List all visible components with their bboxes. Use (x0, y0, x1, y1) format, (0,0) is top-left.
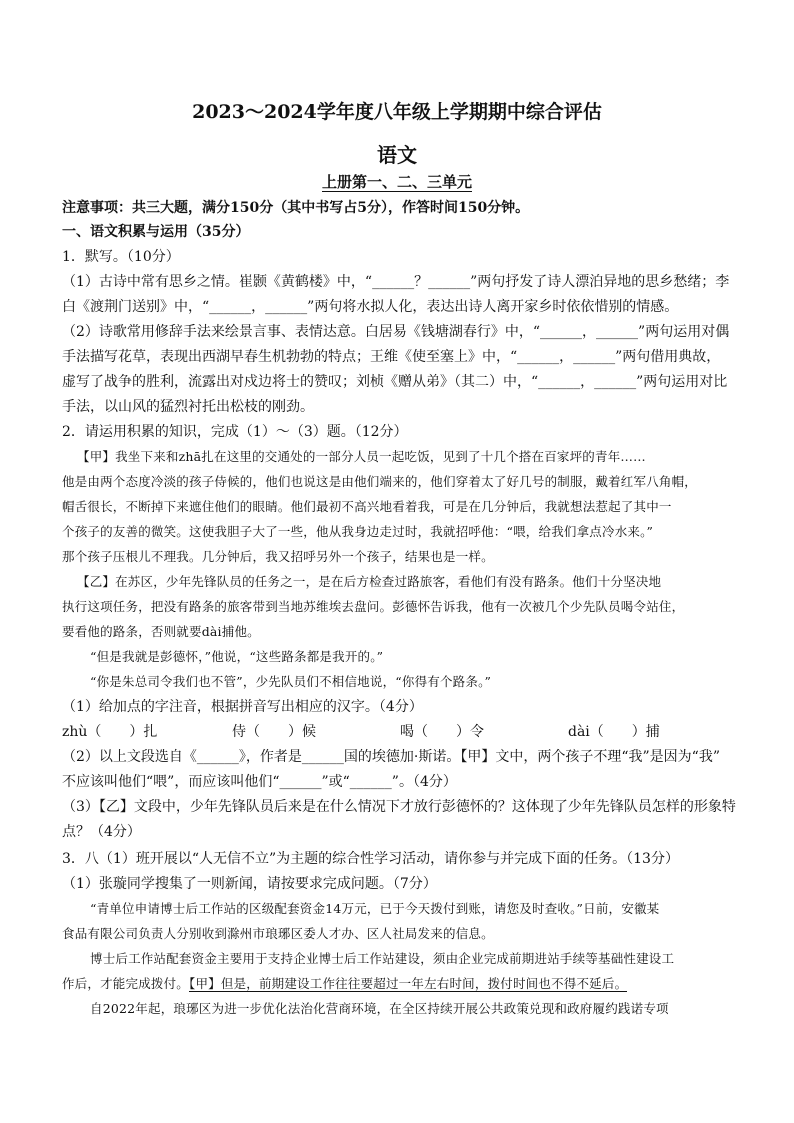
q2-sub3-line2: 点？（4分） (62, 824, 141, 840)
q3-label: 3．八（1）班开展以“人无信不立”为主题的综合性学习活动，请你参与并完成下面的任务。（13分） (62, 851, 679, 867)
q3-sub1: （1）张璇同学搜集了一则新闻，请按要求完成问题。（7分） (62, 876, 437, 892)
q3-news-line5: 自2022年起，琅琊区为进一步优化法治化营商环境，在全区持续开展公共政策兑现和政府履约践诺专项 (90, 1001, 669, 1016)
exam-scope-text: 上册第一、二、三单元 (321, 173, 472, 191)
pinyin-item-2: 侍（ ）候 (232, 724, 316, 740)
exam-notice: 注意事项：共三大题，满分150分（其中书写占5分），作答时间150分钟。 (62, 200, 530, 216)
q1-p2-line1: （2）诗歌常用修辞手法来绘景言事、表情达意。白居易《钱塘湖春行》中，“______，______”两句运用对偶 (62, 324, 730, 340)
q2-jia-line1: 【甲】我坐下来和zhā扎在这里的交通处的一部分人员一起吃饭，见到了十几个搭在百家坪的青年…… (77, 449, 646, 464)
q2-yi-line1: 【乙】在苏区，少年先锋队员的任务之一，是在后方检查过路旅客，看他们有没有路条。他们十分坚决地 (77, 574, 662, 589)
exam-title: 2023～2024学年度八年级上学期期中综合评估 (192, 101, 602, 123)
q2-jia-line2: 他是由两个态度冷淡的孩子侍候的，他们也说这是由他们端来的，他们穿着太了好几号的制服，戴着红军八角帽， (62, 474, 698, 489)
q1-p2-line4: 手法，以山风的猛烈衬托出松枝的刚劲。 (62, 399, 314, 415)
q2-sub2-line2: 不应该叫他们“喂”，而应该叫他们“______”或“______”。（4分） (62, 774, 457, 790)
section1-heading: 一、语文积累与运用（35分） (62, 224, 250, 240)
q3-news-line3: 博士后工作站配套资金主要用于支持企业博士后工作站建设，须由企业完成前期进站手续等基础性建设工 (90, 951, 675, 966)
q2-jia-line3: 帽舌很长，不断掉下来遮住他们的眼睛。他们最初不高兴地看着我，可是在几分钟后，我就想法惹起了其中一 (62, 499, 672, 514)
exam-scope (0, 171, 794, 192)
q1-label: 1．默写。（10分） (62, 249, 180, 265)
q1-p1-line1: （1）古诗中常有思乡之情。崔颢《黄鹤楼》中，“______？______”两句抒发了诗人漂泊异地的思乡愁绪；李 (62, 274, 730, 290)
q3-news-underlined-sentence: 【甲】但是，前期建设工作往往要超过一年左右时间，拨付时间也不得不延后。 (189, 976, 628, 991)
q2-yi-line3: 要看他的路条，否则就要dài捕他。 (62, 624, 260, 639)
q2-sub1: （1）给加点的字注音，根据拼音写出相应的汉字。（4分） (62, 699, 423, 715)
q1-p2-line3: 虚写了战争的胜利，流露出对戍边将士的赞叹；刘桢《赠从弟》（其二）中，“______，______”两句运用对比 (62, 374, 728, 390)
q3-news-line4 (62, 974, 742, 994)
pinyin-item-4: dài（ ）捕 (568, 724, 660, 740)
q3-news-line1: “青单位申请博士后工作站的区级配套资金14万元，已于今天拨付到账，请您及时查收。”日前，安徽某 (90, 901, 660, 916)
q3-news-line4-a: 作后，才能完成拨付。 (62, 976, 190, 991)
q1-p2-line2: 手法描写花草，表现出西湖早春生机勃勃的特点；王维《使至塞上》中，“______，______”两句借用典故， (62, 349, 721, 365)
q3-news-line2: 食品有限公司负责人分别收到滁州市琅琊区委人才办、区人社局发来的信息。 (62, 926, 494, 941)
pinyin-item-3: 喝（ ）令 (400, 724, 484, 740)
q2-yi-line5: “你是朱总司令我们也不管”，少先队员们不相信地说，“你得有个路条。” (90, 674, 492, 689)
q1-p1-line2: 白《渡荆门送别》中，“______，______”两句将水拟人化，表达出诗人离开家乡时依依惜别的情感。 (62, 299, 679, 315)
q2-sub2-line1: （2）以上文段选自《______》，作者是______国的埃德加·斯诺。【甲】文中，两个孩子不理“我”是因为“我” (62, 749, 720, 765)
q2-jia-line4: 个孩子的友善的微笑。这使我胆子大了一些，他从我身边走过时，我就招呼他：“喂，给我们拿点冷水来。” (62, 524, 654, 539)
subject-title: 语文 (377, 143, 417, 167)
q2-yi-line4: “但是我就是彭德怀，”他说，“这些路条都是我开的。” (90, 649, 384, 664)
q2-label: 2．请运用积累的知识，完成（1）～（3）题。（12分） (62, 424, 408, 440)
pinyin-item-1: zhù（ ）扎 (62, 724, 158, 740)
q2-yi-line2: 执行这项任务，把没有路条的旅客带到当地苏维埃去盘问。彭德怀告诉我，他有一次被几个少先队员喝令站住， (62, 599, 685, 614)
q2-sub3-line1: （3）【乙】文段中，少年先锋队员后来是在什么情况下才放行彭德怀的？这体现了少年先锋队员怎样的形象特 (62, 799, 736, 815)
q2-jia-line5: 那个孩子压根儿不理我。几分钟后，我又招呼另外一个孩子，结果也是一样。 (62, 549, 494, 564)
